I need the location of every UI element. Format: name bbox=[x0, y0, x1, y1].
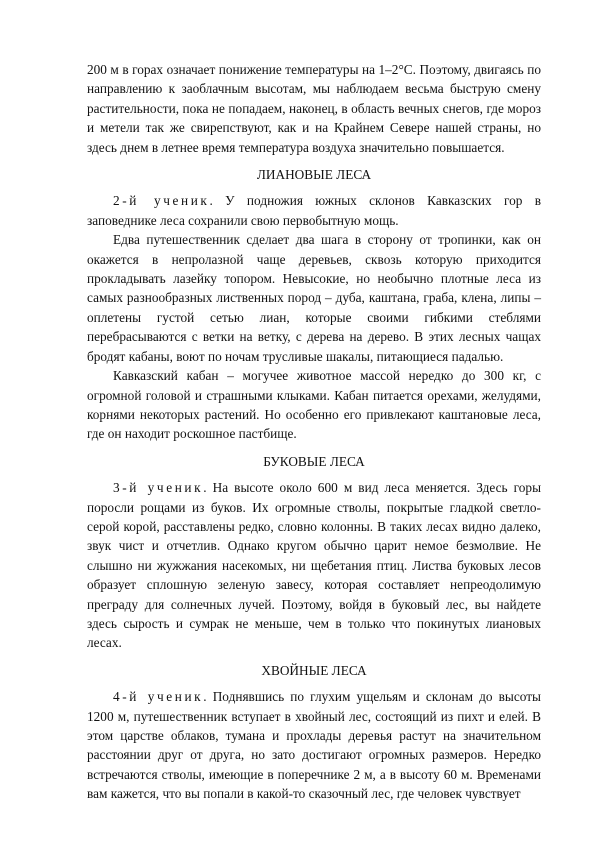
body-paragraph: Кавказский кабан – могучее животное массой нередко до 300 кг, с огромной головой и страшными клыками. Кабан питается орехами, желудями, корнями некоторых растений. Но особенно его привлекают каштановые леса, где он находит роскошное пастбище. bbox=[87, 368, 541, 442]
section-lead-paragraph bbox=[87, 478, 541, 653]
lead-text: . Поднявшись по глухим ущельям и склонам до высоты 1200 м, путешественник вступает в хвойный лес, состоящий из пихт и елей. В этом царстве облаков, тумана и прохлады деревья растут на значительном расстоянии друг от друга, но зато достигают огромных размеров. Нередко встречаются стволы, имеющие в поперечнике 2 м, а в высоту 60 м. Временами вам кажется, что вы попали в какой-то сказочный лес, где человек чувствует bbox=[87, 689, 541, 802]
section-title-beech: БУКОВЫЕ ЛЕСА bbox=[263, 453, 365, 469]
lead-text: . На высоте около 600 м вид леса меняется. Здесь горы поросли рощами из буков. Их огромные стволы, покрытые гладкой светло-серой корой, расставлены редко, словно колонны. В таких лесах видно далеко, звук чист и отчетлив. Однако кругом обычно царит немое безмолвие. Не слышно ни жужжания насекомых, ни щебетания птиц. Листва буковых лесов образует сплошную зеленую завесу, которая составляет непреодолимую преграду для солнечных лучей. Поэтому, войдя в буковый лес, вы найдете здесь сырость и сумрак не меньше, чем в только что покинутых лиановых лесах. bbox=[87, 480, 542, 651]
section-title-conifer: ХВОЙНЫЕ ЛЕСА bbox=[261, 662, 367, 678]
text-column bbox=[87, 60, 541, 804]
speaker-label: 2-й ученик bbox=[113, 193, 210, 209]
intro-paragraph: 200 м в горах означает понижение температуры на 1–2°С. Поэтому, двигаясь по направлению к заоблачным высотам, мы наблюдаем весьма быструю смену растительности, пока не попадаем, наконец, в область вечных снегов, где мороз и метели так же свирепствуют, как и на Крайнем Севере нашей страны, но здесь днем в летнее время температура воздуха значительно повышается. bbox=[87, 62, 541, 155]
section-lead-paragraph bbox=[87, 687, 541, 803]
speaker-label: 4-й ученик bbox=[113, 689, 204, 705]
body-paragraph: Едва путешественник сделает два шага в сторону от тропинки, как он окажется в непролазной чаще деревьев, сквозь которую приходится прокладывать лазейку топором. Невысокие, но необычно плотные леса из самых разнообразных лиственных пород – дуба, каштана, граба, клена, липы – оплетены густой сетью лиан, которые своими гибкими стеблями перебрасываются с ветки на ветку, с дерева на дерево. В этих лесных чащах бродят кабаны, воют по ночам трусливые шакалы, питающиеся падалью. bbox=[87, 232, 541, 364]
lead-text: . У подножия южных склонов Кавказских гор в заповеднике леса сохранили свою первобытную мощь. bbox=[87, 193, 541, 228]
section-title-liana: ЛИАНОВЫЕ ЛЕСА bbox=[256, 167, 372, 183]
section-lead-paragraph bbox=[87, 191, 541, 230]
speaker-label: 3-й ученик bbox=[113, 480, 204, 496]
